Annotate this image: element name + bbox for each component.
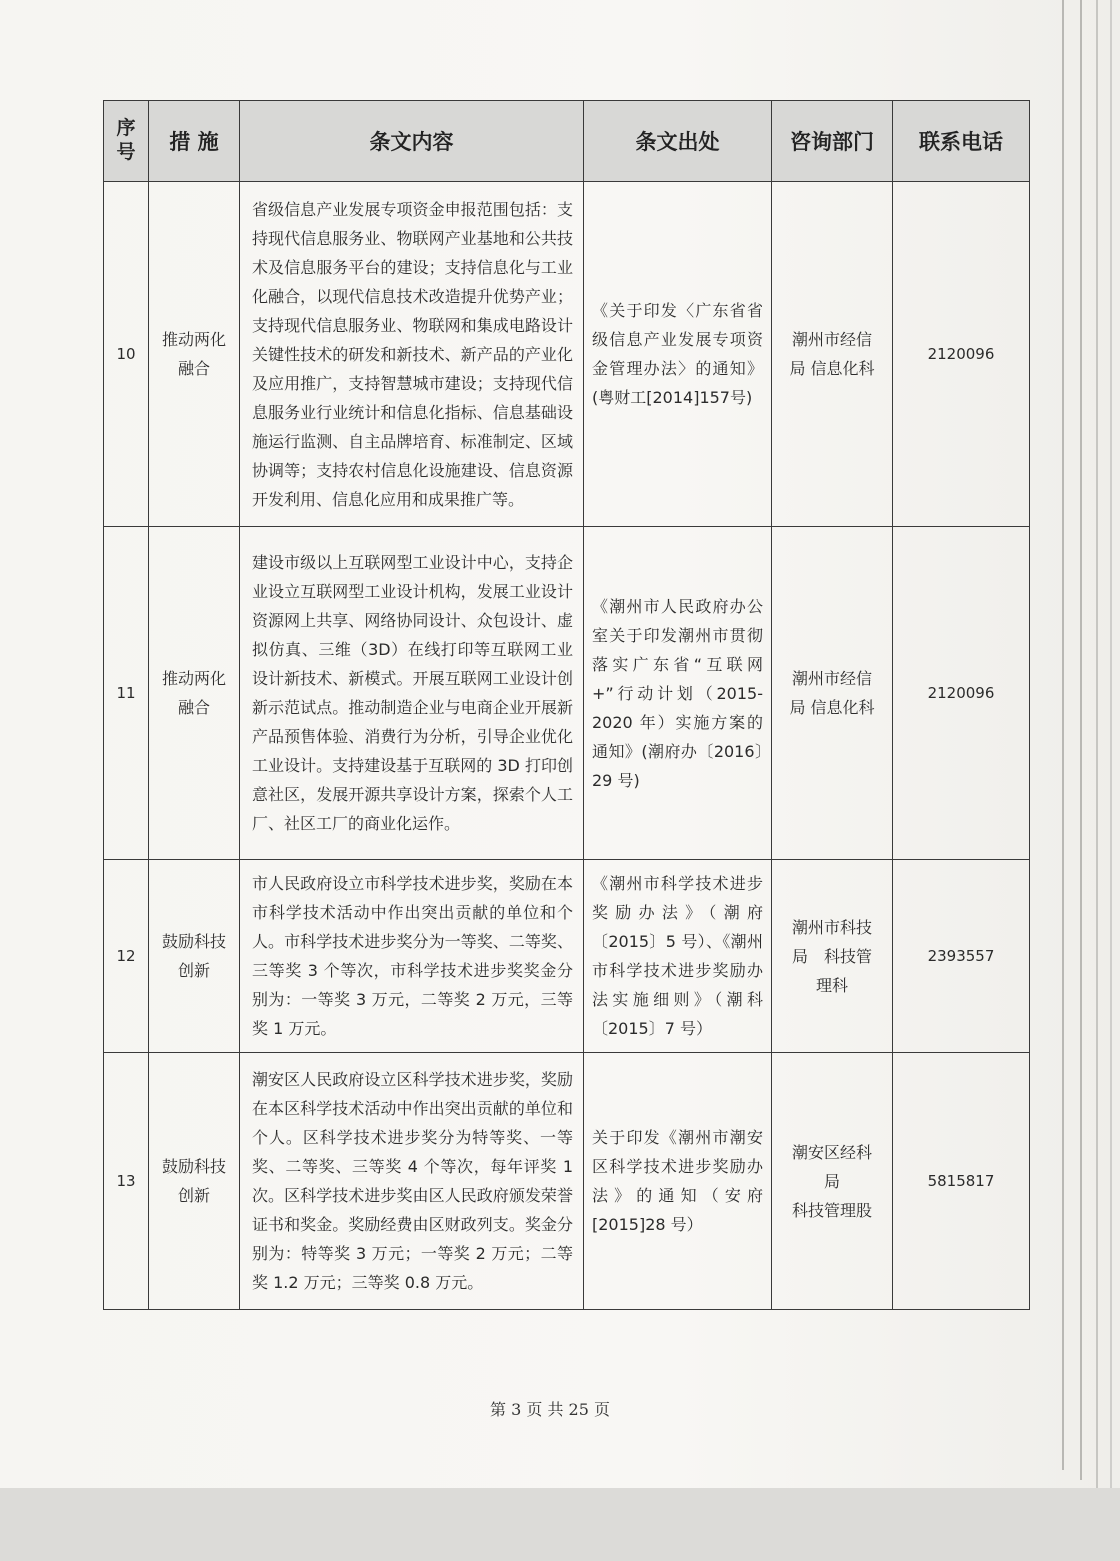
paper-edge [1110,0,1112,1500]
row-source: 《潮州市科学技术进步奖励办法》（潮府〔2015〕5 号）、《潮州市科学技术进步奖励办法实施细则》（潮科〔2015〕7 号） [584,860,772,1053]
row-dept: 潮安区经科 局 科技管理股 [772,1053,893,1310]
row-source: 关于印发《潮州市潮安区科学技术进步奖励办法》的通知（安府[2015]28 号） [584,1053,772,1310]
page-footer: 第 3 页 共 25 页 [490,1400,610,1419]
scan-bottom-margin [0,1488,1120,1561]
header-phone: 联系电话 [893,101,1030,182]
row-dept: 潮州市科技 局 科技管 理科 [772,860,893,1053]
row-phone: 2120096 [893,527,1030,860]
table-row [104,182,1030,527]
row-dept: 潮州市经信 局 信息化科 [772,527,893,860]
paper-edge [1080,0,1082,1480]
row-number: 12 [104,860,149,1053]
row-measure: 鼓励科技 创新 [149,1053,240,1310]
table-header-row [104,101,1030,182]
row-content: 潮安区人民政府设立区科学技术进步奖，奖励在本区科学技术活动中作出突出贡献的单位和个人。区科学技术进步奖分为特等奖、一等奖、二等奖、三等奖 4 个等次，每年评奖 1 次。区科学技术进步奖由区人民政府颁发荣誉证书和奖金。奖励经费由区财政列支。奖金分别为：特等奖 3 万元；一等奖 2 万元；二等奖 1.2 万元；三等奖 0.8 万元。 [240,1053,584,1310]
paper-edge [1096,0,1098,1490]
table-row [104,1053,1030,1310]
row-phone: 5815817 [893,1053,1030,1310]
row-phone: 2120096 [893,182,1030,527]
header-measure: 措 施 [149,101,240,182]
row-content: 省级信息产业发展专项资金申报范围包括：支持现代信息服务业、物联网产业基地和公共技术及信息服务平台的建设；支持信息化与工业化融合，以现代信息技术改造提升优势产业；支持现代信息服务业、物联网和集成电路设计关键性技术的研发和新技术、新产品的产业化及应用推广，支持智慧城市建设；支持现代信息服务业行业统计和信息化指标、信息基础设施运行监测、自主品牌培育、标准制定、区域协调等；支持农村信息化设施建设、信息资源开发利用、信息化应用和成果推广等。 [240,182,584,527]
header-content: 条文内容 [240,101,584,182]
row-content: 市人民政府设立市科学技术进步奖，奖励在本市科学技术活动中作出突出贡献的单位和个人。市科学技术进步奖分为一等奖、二等奖、三等奖 3 个等次，市科学技术进步奖奖金分别为：一等奖 3 万元，二等奖 2 万元，三等奖 1 万元。 [240,860,584,1053]
paper-edge [1062,0,1064,1470]
policy-table [103,100,1030,1310]
table-row [104,527,1030,860]
row-number: 10 [104,182,149,527]
row-phone: 2393557 [893,860,1030,1053]
header-seq: 序 号 [104,101,149,182]
row-source: 《潮州市人民政府办公室关于印发潮州市贯彻落实广东省“互联网+”行动计划（2015-2020 年）实施方案的通知》(潮府办〔2016〕29 号) [584,527,772,860]
header-dept: 咨询部门 [772,101,893,182]
row-source: 《关于印发〈广东省省级信息产业发展专项资金管理办法〉的通知》(粤财工[2014]157号) [584,182,772,527]
table-row [104,860,1030,1053]
row-measure: 鼓励科技 创新 [149,860,240,1053]
row-content: 建设市级以上互联网型工业设计中心，支持企业设立互联网型工业设计机构，发展工业设计资源网上共享、网络协同设计、众包设计、虚拟仿真、三维（3D）在线打印等互联网工业设计新技术、新模式。开展互联网工业设计创新示范试点。推动制造企业与电商企业开展新产品预售体验、消费行为分析，引导企业优化工业设计。支持建设基于互联网的 3D 打印创意社区，发展开源共享设计方案，探索个人工厂、社区工厂的商业化运作。 [240,527,584,860]
row-number: 13 [104,1053,149,1310]
row-measure: 推动两化 融合 [149,182,240,527]
row-dept: 潮州市经信 局 信息化科 [772,182,893,527]
row-number: 11 [104,527,149,860]
header-source: 条文出处 [584,101,772,182]
row-measure: 推动两化 融合 [149,527,240,860]
